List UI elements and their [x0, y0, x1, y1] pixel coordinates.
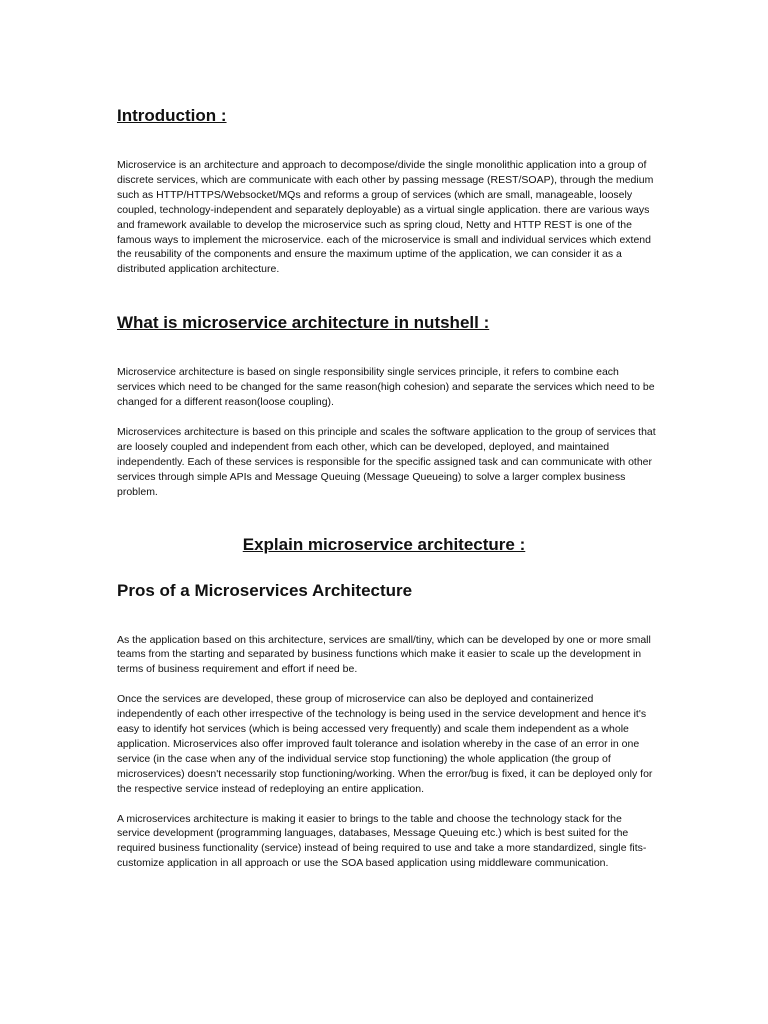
heading-nutshell: What is microservice architecture in nutshell : [117, 313, 490, 333]
document-content [117, 104, 657, 871]
paragraph-pros-3: A microservices architecture is making it easier to brings to the table and choose the technology stack for the service development (programming languages, databases, Message Queuing etc.) which is best suited for the required business functionality (service) instead of being required to use and take a more standardized, single fits- customize application in all approach or use the SOA based application using middleware communication. [117, 812, 647, 870]
paragraph-pros-2: Once the services are developed, these group of microservice can also be deployed and containerized independently of each other irrespective of the technology is being used in the service development and hence it's easy to identify hot services (which is being accessed very frequently) and scale them independent as a whole application. Microservices also offer improved fault tolerance and isolation whereby in the case of an error in one service (in the case when any of the individual service stop functioning) the whole application (the group of microservices) doesn't necessarily stop functioning/working. When the error/bug is fixed, it can be deployed only for the respective service instead of redeploying an entire application. [117, 693, 653, 795]
heading-pros: Pros of a Microservices Architecture [117, 580, 413, 600]
heading-explain: Explain microservice architecture : [242, 534, 526, 554]
paragraph-nutshell-1: Microservice architecture is based on single responsibility single services principle, it refers to combine each services which need to be changed for the same reason(high cohesion) and separate the services which need to be changed for a different reason(loose coupling). [117, 366, 655, 409]
paragraph-pros-1: As the application based on this architecture, services are small/tiny, which can be developed by one or more small teams from the starting and separated by business functions which make it easier to scale up the development in terms of business requirement and effort if need be. [117, 633, 651, 676]
heading-introduction: Introduction : [117, 106, 227, 125]
paragraph-introduction: Microservice is an architecture and approach to decompose/divide the single monolithic application into a group of discrete services, which are communicate with each other by passing message (REST/SOAP), through the medium such as HTTP/HTTPS/Websocket/MQs and reforms a group of services (which are small, manageable, loosely coupled, technology-independent and separately deployable) as a virtual single application. there are various ways and framework available to develop the microservice such as spring cloud, Netty and HTTP REST is one of the famous ways to implement the microservice. each of the microservice is small and individual services which extend the reusability of the components and ensure the maximum uptime of the application, we can consider it as a distributed application architecture. [117, 159, 654, 276]
paragraph-nutshell-2: Microservices architecture is based on this principle and scales the software application to the group of services that are loosely coupled and independent from each other, which can be developed, deployed, and maintained independently. Each of these services is responsible for the specific assigned task and can communicate with other services through simple APIs and Message Queuing (Message Queueing) to solve a larger complex business problem. [117, 425, 656, 498]
